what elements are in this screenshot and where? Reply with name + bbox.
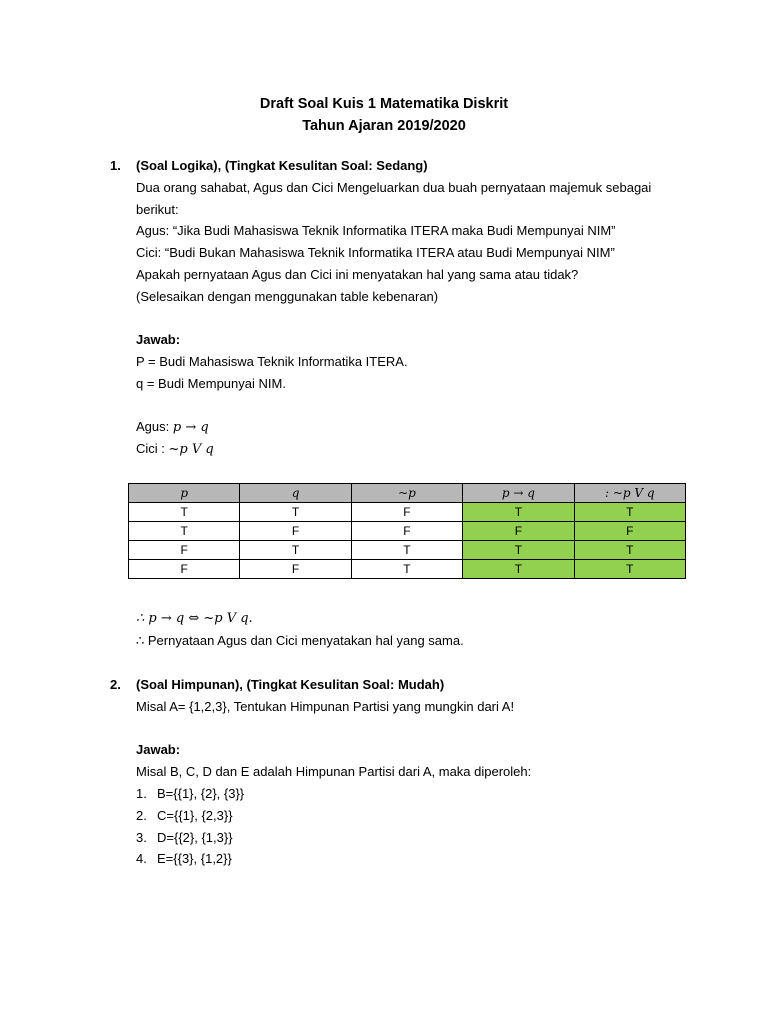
answer-intro: Misal B, C, D dan E adalah Himpunan Partisi dari A, maka diperoleh:: [136, 764, 532, 779]
list-item: E={{3}, {1,2}}: [157, 851, 232, 866]
table-cell-highlighted: F: [574, 522, 685, 541]
question-2-number: 2.: [110, 677, 121, 692]
table-cell: T: [129, 503, 240, 522]
header-not-p-or-q: : ~p V q: [574, 484, 685, 503]
question-1-line: Agus: “Jika Budi Mahasiswa Teknik Informatika ITERA maka Budi Mempunyai NIM”: [136, 223, 616, 238]
conclusion-text: ∴ Pernyataan Agus dan Cici menyatakan hal yang sama.: [136, 633, 464, 648]
table-row: [129, 541, 686, 560]
question-1-line: Cici: “Budi Bukan Mahasiswa Teknik Informatika ITERA atau Budi Mempunyai NIM”: [136, 245, 615, 260]
conclusion-expression: ∴ p → q ⇔ ~p V q.: [136, 611, 253, 626]
document-subtitle: Tahun Ajaran 2019/2020: [302, 118, 466, 134]
table-cell: T: [351, 560, 462, 579]
cici-statement: [136, 438, 214, 461]
header-p: p: [129, 484, 240, 503]
table-row: [129, 522, 686, 541]
table-row: [129, 560, 686, 579]
question-1-line: Dua orang sahabat, Agus dan Cici Mengeluarkan dua buah pernyataan majemuk sebagai: [136, 180, 652, 195]
agus-expression: p → q: [172, 420, 209, 435]
table-cell-highlighted: T: [574, 503, 685, 522]
header-not-p: ~p: [351, 484, 462, 503]
question-1-line: berikut:: [136, 202, 179, 217]
list-item: D={{2}, {1,3}}: [157, 830, 233, 845]
definition-q: q = Budi Mempunyai NIM.: [136, 376, 286, 391]
table-cell: T: [240, 503, 351, 522]
table-cell: T: [351, 541, 462, 560]
table-cell-highlighted: T: [463, 560, 574, 579]
table-cell-highlighted: T: [574, 560, 685, 579]
table-cell: F: [240, 522, 351, 541]
table-cell: F: [129, 560, 240, 579]
table-cell-highlighted: T: [574, 541, 685, 560]
question-2-text: Misal A= {1,2,3}, Tentukan Himpunan Partisi yang mungkin dari A!: [136, 699, 515, 714]
cici-label: Cici :: [136, 441, 165, 456]
table-cell-highlighted: T: [463, 541, 574, 560]
list-item: C={{1}, {2,3}}: [157, 808, 233, 823]
question-1-line: Apakah pernyataan Agus dan Cici ini menyatakan hal yang sama atau tidak?: [136, 267, 579, 282]
list-item-number: 1.: [136, 786, 147, 801]
table-cell-highlighted: T: [463, 503, 574, 522]
truth-table-header-row: [129, 484, 686, 503]
question-2-heading: (Soal Himpunan), (Tingkat Kesulitan Soal: Mudah): [136, 677, 445, 692]
question-1-number: 1.: [110, 158, 121, 173]
header-p-implies-q: p → q: [463, 484, 574, 503]
table-cell: F: [240, 560, 351, 579]
document-title: Draft Soal Kuis 1 Matematika Diskrit: [259, 96, 509, 112]
list-item-number: 2.: [136, 808, 147, 823]
table-cell: F: [351, 522, 462, 541]
answer-label: Jawab:: [136, 742, 181, 757]
table-cell: F: [129, 541, 240, 560]
truth-table: [128, 483, 686, 579]
agus-statement: [136, 416, 209, 439]
table-cell: T: [129, 522, 240, 541]
definition-p: P = Budi Mahasiswa Teknik Informatika ITERA.: [136, 354, 408, 369]
answer-label: Jawab:: [136, 332, 181, 347]
table-cell: F: [351, 503, 462, 522]
table-cell-highlighted: F: [463, 522, 574, 541]
question-1-heading: (Soal Logika), (Tingkat Kesulitan Soal: Sedang): [136, 158, 428, 173]
list-item-number: 3.: [136, 830, 147, 845]
list-item-number: 4.: [136, 851, 147, 866]
cici-expression: ~p V q: [168, 442, 214, 457]
header-q: q: [240, 484, 351, 503]
agus-label: Agus:: [136, 419, 170, 434]
table-cell: T: [240, 541, 351, 560]
list-item: B={{1}, {2}, {3}}: [157, 786, 245, 801]
question-1-line: (Selesaikan dengan menggunakan table kebenaran): [136, 289, 439, 304]
table-row: [129, 503, 686, 522]
